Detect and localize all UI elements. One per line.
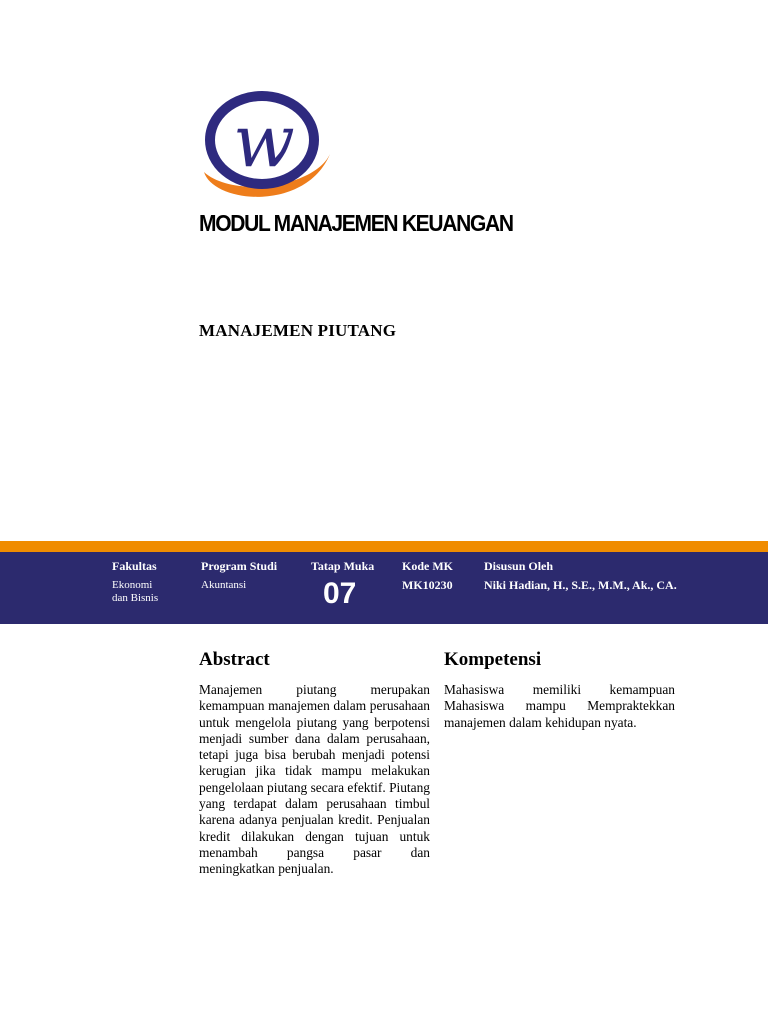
competence-heading: Kompetensi (444, 649, 542, 670)
chapter-title: MANAJEMEN PIUTANG (199, 321, 397, 340)
abstract-heading: Abstract (199, 649, 270, 670)
faculty-value-line2: dan Bisnis (112, 592, 159, 604)
author-label: Disusun Oleh (484, 559, 554, 573)
competence-body: Mahasiswa memiliki kemampuan Mahasiswa mampu Mempraktekkan manajemen dalam kehidupan nyata. (444, 682, 675, 730)
study-program-label: Program Studi (201, 559, 278, 573)
faculty-label: Fakultas (112, 559, 157, 573)
faculty-column (112, 558, 158, 605)
logo-letter: w (233, 99, 295, 183)
course-code-label: Kode MK (402, 559, 453, 573)
module-title: MODUL MANAJEMEN KEUANGAN (199, 211, 513, 237)
orange-divider-band (0, 541, 768, 552)
meeting-label: Tatap Muka (311, 559, 375, 573)
faculty-value-line1: Ekonomi (112, 579, 153, 591)
abstract-body: Manajemen piutang merupakan kemampuan manajemen dalam perusahaan untuk mengelola piutang yang berpotensi menjadi sumber dana dalam perusahaan, tetapi juga bisa berubah menjadi potensi kerugian jika tidak mampu melakukan pengelolaan piutang secara efektif. Piutang yang terdapat dalam perusahaan timbul karena adanya penjualan kredit. Penjualan kredit dilakukan dengan tujuan untuk menambah pangsa pasar dan meningkatkan penjualan. (199, 682, 430, 877)
faculty-value (112, 579, 158, 605)
study-program-column (201, 558, 277, 592)
author-column (484, 558, 677, 592)
university-logo (198, 88, 332, 208)
meeting-column (311, 558, 374, 609)
meeting-number: 07 (323, 577, 357, 610)
author-value: Niki Hadian, H., S.E., M.M., Ak., CA. (484, 578, 677, 592)
study-program-value: Akuntansi (201, 579, 247, 591)
course-code-column (402, 558, 453, 592)
course-info-band (0, 552, 768, 624)
course-code-value: MK10230 (402, 578, 453, 592)
